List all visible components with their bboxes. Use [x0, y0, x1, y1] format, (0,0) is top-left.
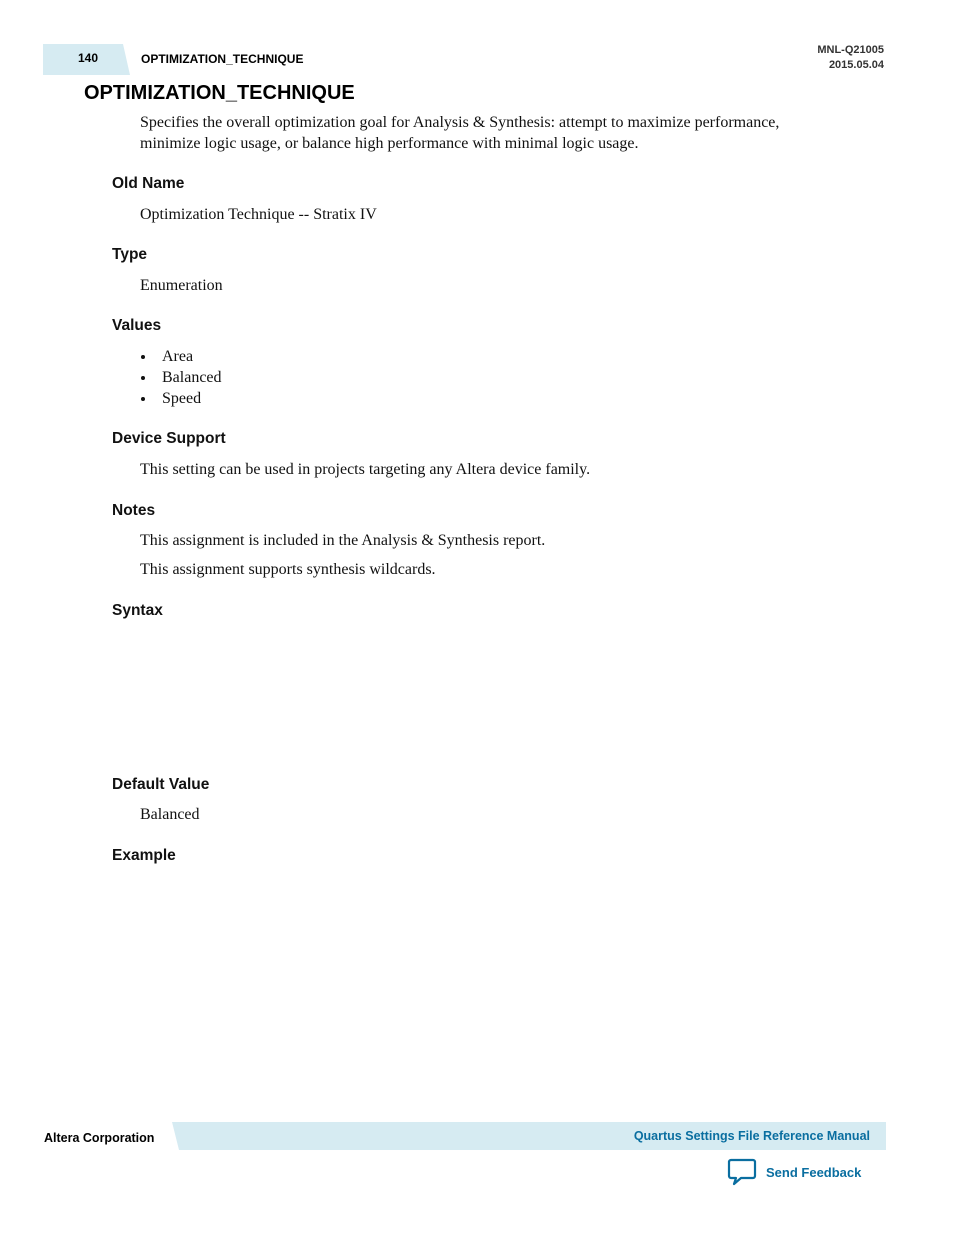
document-id [817, 43, 884, 73]
example-heading: Example [112, 847, 176, 864]
type-heading: Type [112, 246, 148, 263]
bullet-icon [141, 397, 145, 401]
value-item: Speed [162, 390, 202, 407]
send-feedback-label: Send Feedback [766, 1164, 862, 1180]
list-item [140, 388, 222, 409]
send-feedback-link[interactable] [727, 1158, 861, 1186]
list-item [140, 367, 222, 388]
page-number: 140 [77, 51, 99, 65]
page-title: OPTIMIZATION_TECHNIQUE [84, 82, 355, 104]
document-date: 2015.05.04 [828, 59, 884, 71]
notes-line: This assignment is included in the Analysis & Synthesis report. [140, 532, 546, 549]
device-support-text: This setting can be used in projects targeting any Altera device family. [140, 461, 591, 478]
manual-title-link[interactable]: Quartus Settings File Reference Manual [633, 1129, 870, 1143]
value-item: Balanced [162, 369, 222, 386]
values-list [140, 346, 222, 409]
bullet-icon [141, 355, 145, 359]
default-value-heading: Default Value [112, 776, 210, 793]
bullet-icon [141, 376, 145, 380]
notes-heading: Notes [112, 502, 156, 519]
document-number: MNL-Q21005 [817, 44, 884, 56]
company-name: Altera Corporation [44, 1131, 155, 1145]
value-item: Area [162, 348, 194, 365]
values-heading: Values [112, 317, 162, 334]
type-text: Enumeration [140, 277, 223, 294]
list-item [140, 346, 222, 367]
syntax-heading: Syntax [112, 602, 163, 619]
old-name-text: Optimization Technique -- Stratix IV [140, 206, 377, 223]
speech-bubble-icon [727, 1158, 757, 1186]
intro-paragraph: Specifies the overall optimization goal for Analysis & Synthesis: attempt to maximize performance, minimize logic usage, or balance high performance with minimal logic usage. [140, 114, 780, 152]
running-head: OPTIMIZATION_TECHNIQUE [141, 52, 304, 66]
default-value-text: Balanced [140, 806, 200, 823]
old-name-heading: Old Name [112, 175, 185, 192]
device-support-heading: Device Support [112, 430, 226, 447]
notes-line: This assignment supports synthesis wildcards. [140, 561, 436, 578]
